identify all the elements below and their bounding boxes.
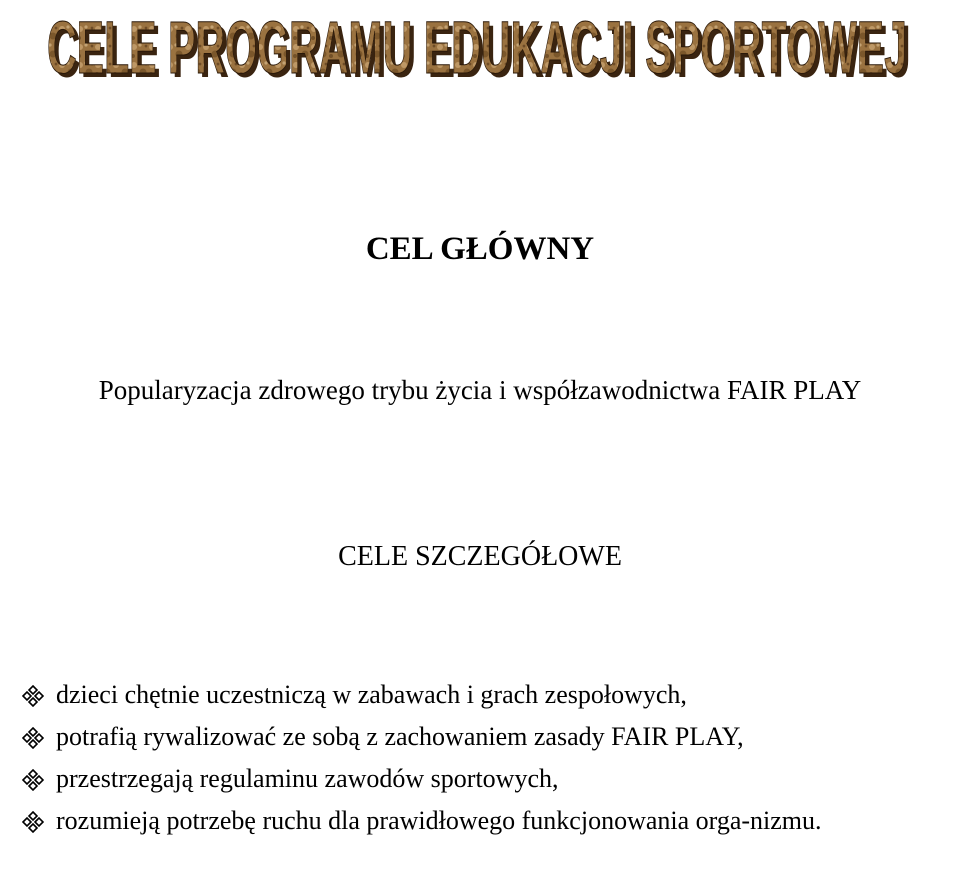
banner-text: CELE PROGRAMU EDUKACJI SPORTOWEJ [47,6,907,84]
four-diamond-bullet-icon [22,769,44,791]
main-goal-heading: CEL GŁÓWNY [365,231,595,267]
banner-wordart [40,6,916,84]
goal-item-text: potrafią rywalizować ze sobą z zachowaniem zasady FAIR PLAY, [56,722,744,751]
banner-title [40,6,916,84]
goal-item-3 [0,758,960,800]
goal-item-text: przestrzegają regulaminu zawodów sportowych, [56,764,559,793]
four-diamond-bullet-icon [22,685,44,707]
goal-item-text: dzieci chętnie uczestniczą w zabawach i grach zespołowych, [56,680,687,709]
detailed-goals-list [0,674,960,842]
detailed-goals-heading: CELE SZCZEGÓŁOWE [338,541,622,572]
goal-item-text: rozumieją potrzebę ruchu dla prawidłowego funkcjonowania orga-nizmu. [56,806,822,835]
banner-shadow-text: CELE PROGRAMU EDUKACJI SPORTOWEJ [51,10,911,84]
four-diamond-bullet-icon [22,811,44,833]
goal-item-4 [0,800,960,842]
goal-item-1 [0,674,960,716]
main-goal-text: Popularyzacja zdrowego trybu życia i współzawodnictwa FAIR PLAY [98,375,862,405]
goal-item-2 [0,716,960,758]
four-diamond-bullet-icon [22,727,44,749]
